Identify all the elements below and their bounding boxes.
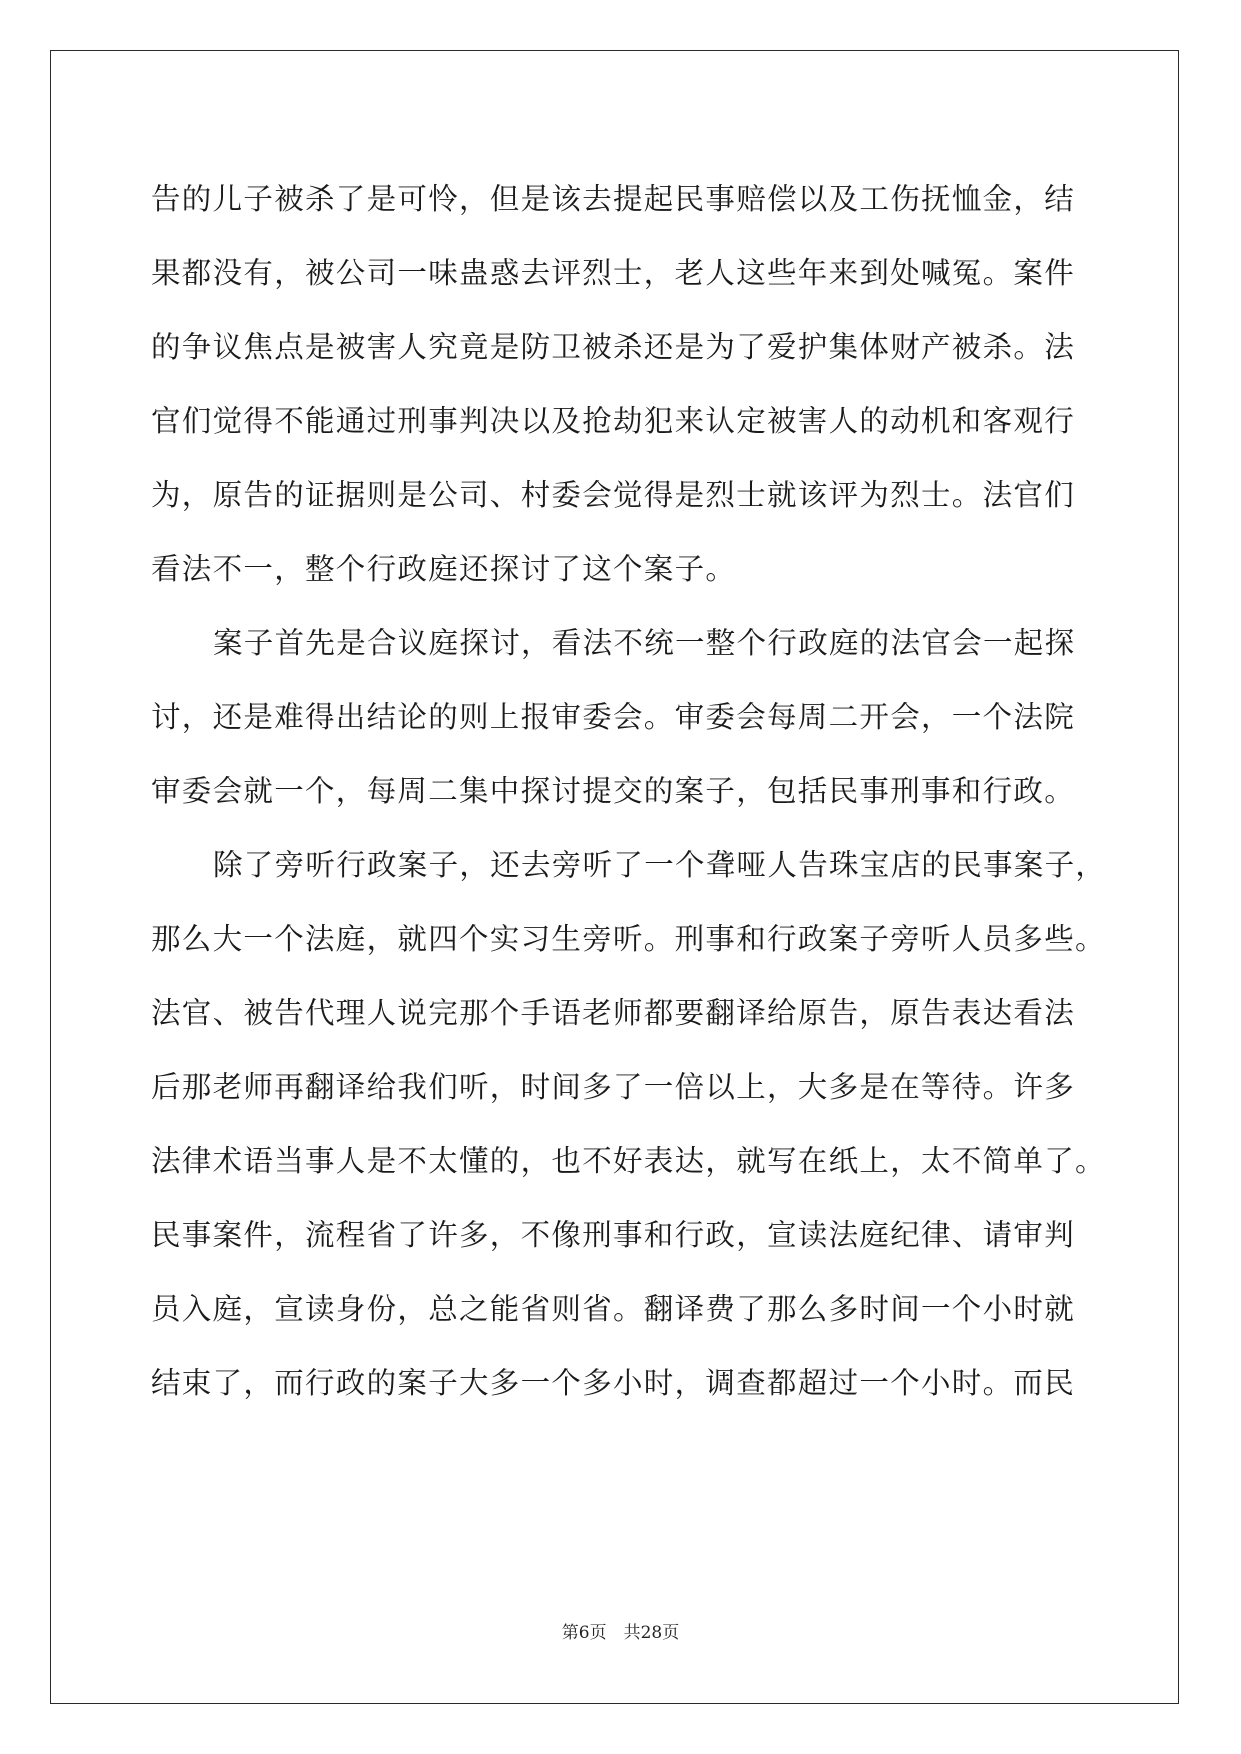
- text-line: 除了旁听行政案子，还去旁听了一个聋哑人告珠宝店的民事案子，: [213, 848, 1107, 882]
- text-line: 的争议焦点是被害人究竟是防卫被杀还是为了爱护集体财产被杀。法: [151, 330, 1076, 364]
- text-line: 法官、被告代理人说完那个手语老师都要翻译给原告，原告表达看法: [151, 996, 1076, 1030]
- text-line: 案子首先是合议庭探讨，看法不统一整个行政庭的法官会一起探: [213, 626, 1076, 660]
- text-line: 法律术语当事人是不太懂的，也不好表达，就写在纸上，太不简单了。: [151, 1144, 1106, 1178]
- text-line: 果都没有，被公司一味蛊惑去评烈士，老人这些年来到处喊冤。案件: [151, 256, 1076, 290]
- text-line: 讨，还是难得出结论的则上报审委会。审委会每周二开会，一个法院: [151, 700, 1076, 734]
- text-line: 那么大一个法庭，就四个实习生旁听。刑事和行政案子旁听人员多些。: [151, 922, 1106, 956]
- text-line: 民事案件，流程省了许多，不像刑事和行政，宣读法庭纪律、请审判: [151, 1218, 1076, 1252]
- text-line: 员入庭，宣读身份，总之能省则省。翻译费了那么多时间一个小时就: [151, 1292, 1076, 1326]
- text-line: 审委会就一个，每周二集中探讨提交的案子，包括民事刑事和行政。: [151, 774, 1076, 808]
- text-line: 官们觉得不能通过刑事判决以及抢劫犯来认定被害人的动机和客观行: [151, 404, 1076, 438]
- text-line: 为，原告的证据则是公司、村委会觉得是烈士就该评为烈士。法官们: [151, 478, 1076, 512]
- text-line: 告的儿子被杀了是可怜，但是该去提起民事赔偿以及工伤抚恤金，结: [151, 182, 1076, 216]
- text-line: 看法不一，整个行政庭还探讨了这个案子。: [151, 552, 737, 586]
- body-text: [151, 162, 1107, 1420]
- text-line: 结束了，而行政的案子大多一个多小时，调查都超过一个小时。而民: [151, 1366, 1076, 1400]
- text-line: 后那老师再翻译给我们听，时间多了一倍以上，大多是在等待。许多: [151, 1070, 1076, 1104]
- page-number: 第6页 共28页: [561, 1623, 680, 1643]
